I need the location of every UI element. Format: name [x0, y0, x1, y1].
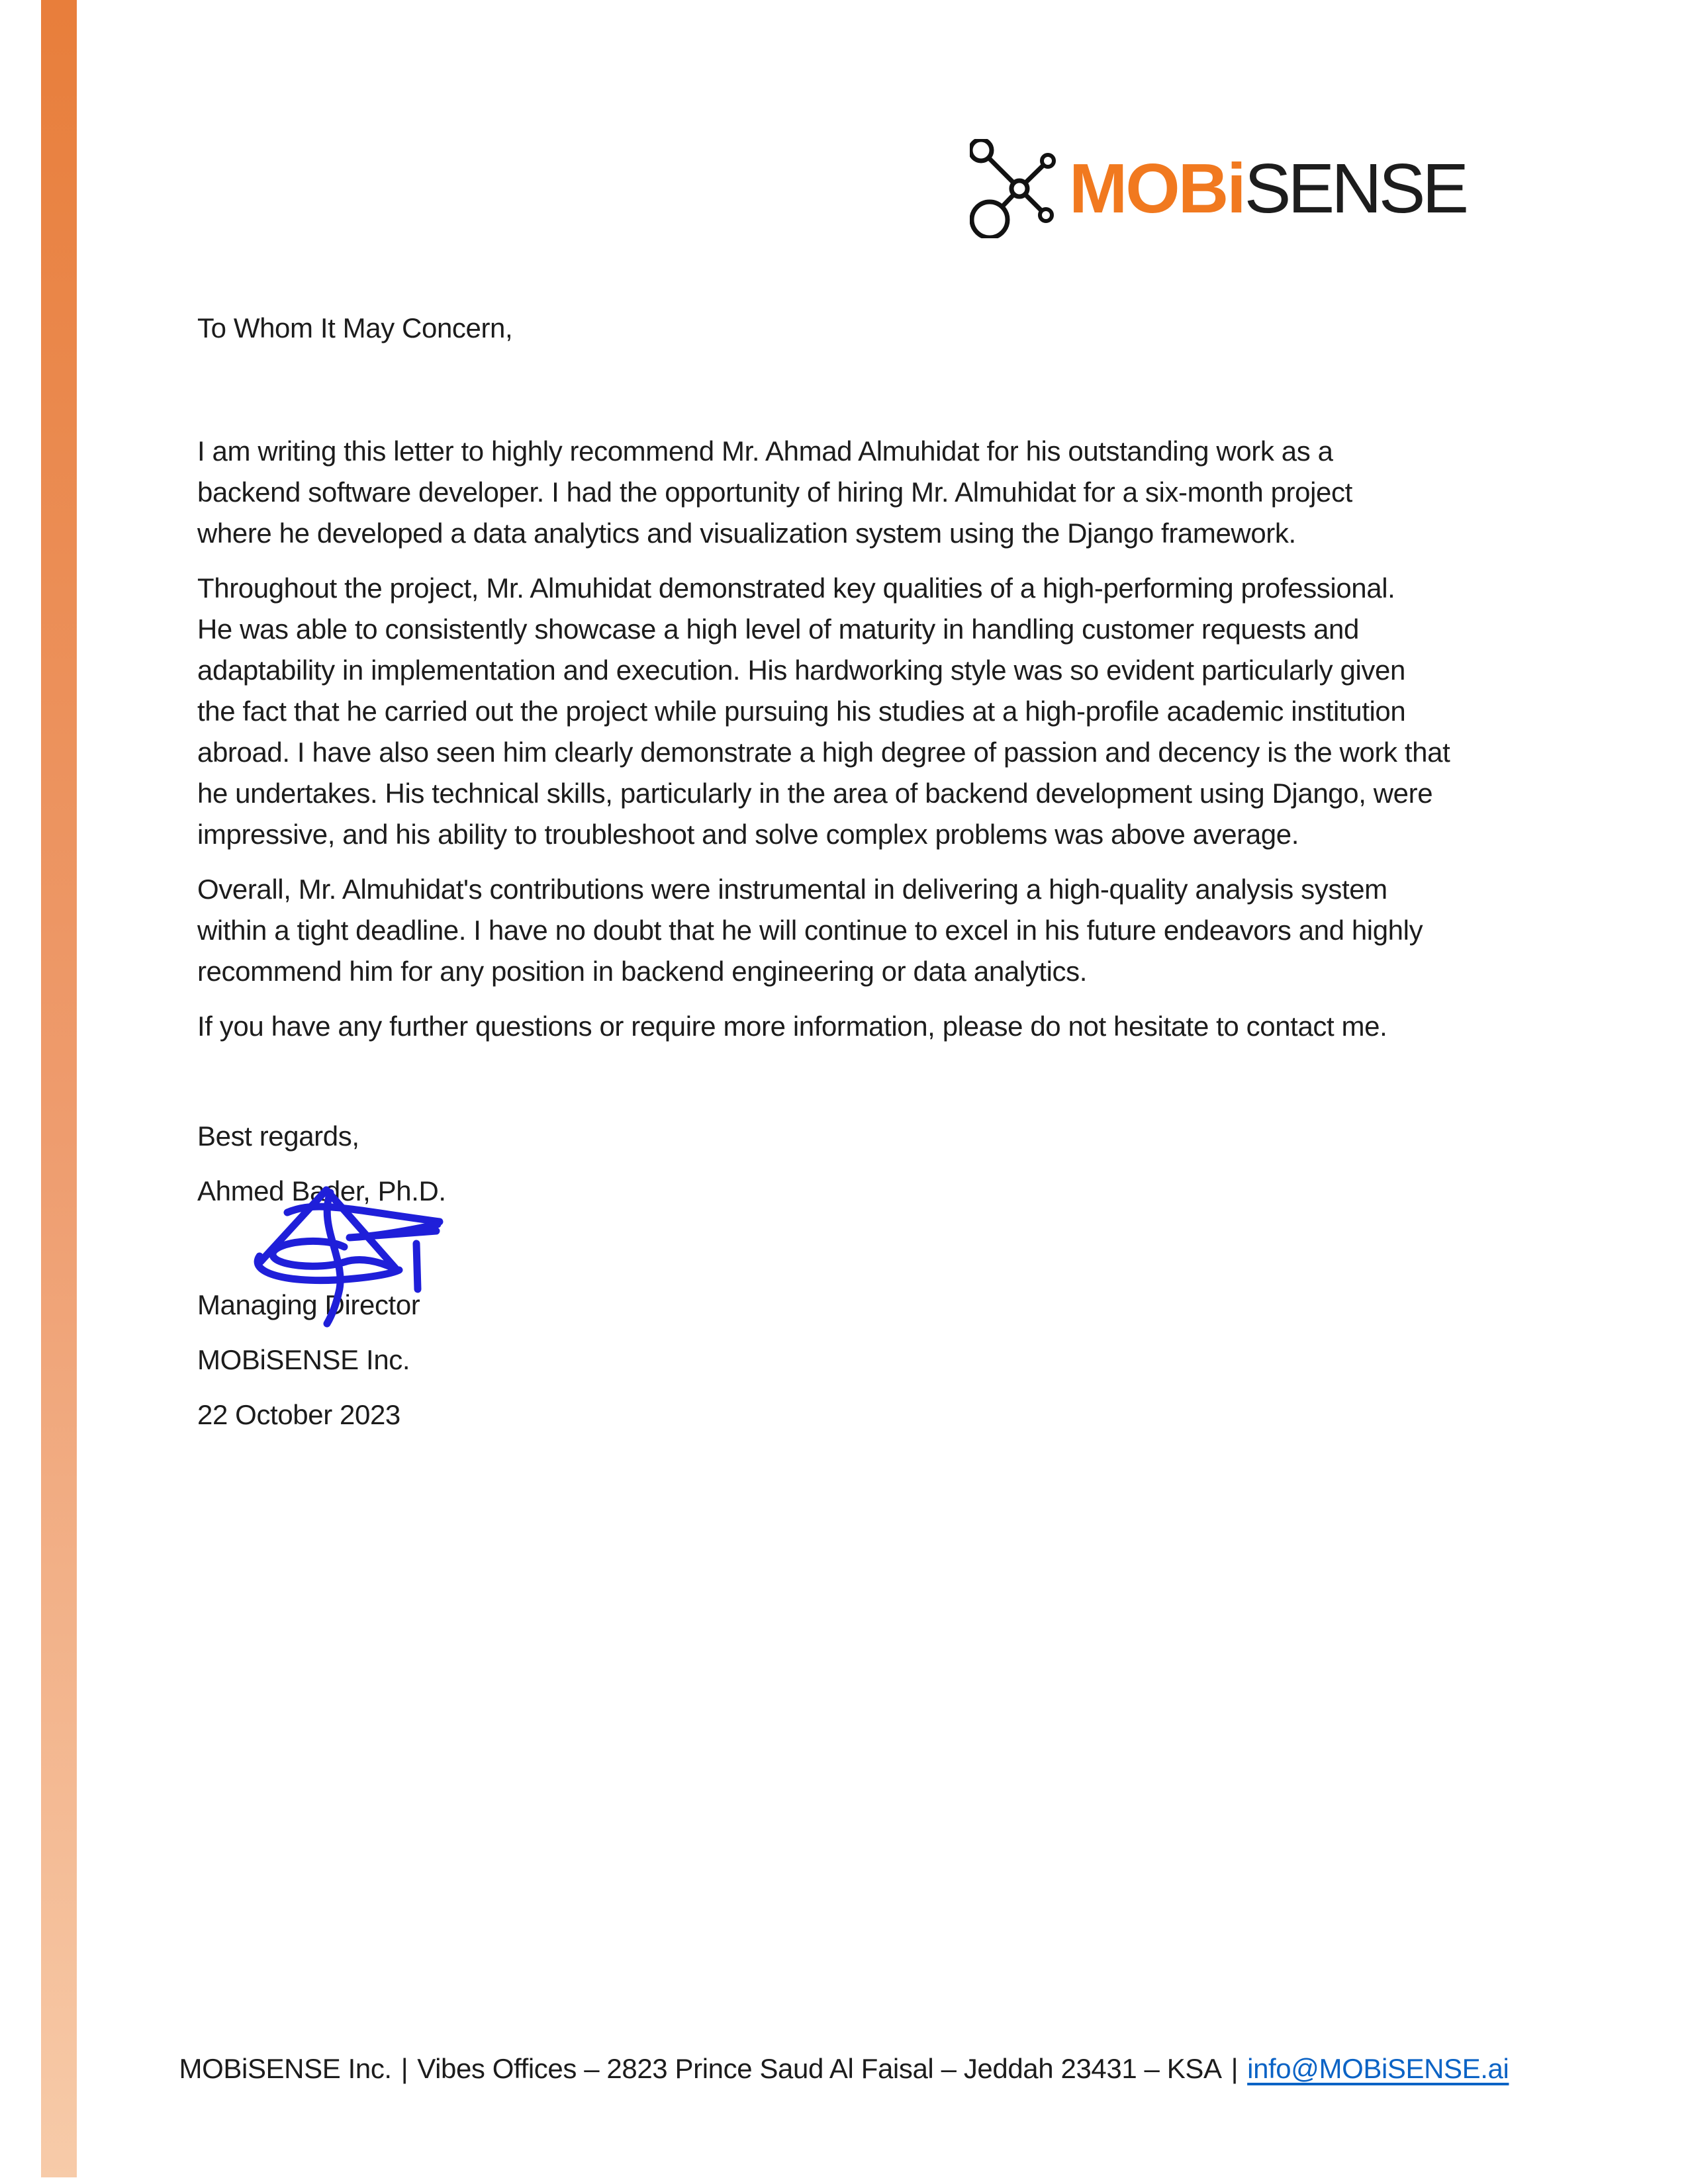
letter-line: He was able to consistently showcase a high level of maturity in handling customer requests and [197, 614, 1359, 645]
logo-wordmark-primary: MOBi [1069, 150, 1244, 228]
letter-salutation: To Whom It May Concern, [197, 312, 513, 343]
accent-gradient-bar [41, 0, 77, 2177]
footer-separator: | [400, 2053, 408, 2084]
letter-paragraph [197, 431, 1505, 554]
company-logo [970, 139, 1466, 238]
letter-line: adaptability in implementation and execution. His hardworking style was so evident particularly given [197, 655, 1405, 686]
network-nodes-icon [970, 139, 1056, 238]
footer [0, 2049, 1688, 2089]
logo-wordmark-secondary: SENSE [1244, 150, 1466, 228]
letter-line: I am writing this letter to highly recommend Mr. Ahmad Almuhidat for his outstanding work as a [197, 435, 1333, 467]
signatory-company: MOBiSENSE Inc. [197, 1344, 410, 1375]
footer-company: MOBiSENSE Inc. [179, 2053, 392, 2084]
letter-line: Throughout the project, Mr. Almuhidat demonstrated key qualities of a high-performing professional. [197, 572, 1395, 604]
letter-line: recommend him for any position in backend engineering or data analytics. [197, 956, 1087, 987]
letter-paragraph [197, 1006, 1505, 1047]
letter-line: abroad. I have also seen him clearly demonstrate a high degree of passion and decency is the work that [197, 737, 1450, 768]
signatory-title: Managing Director [197, 1289, 420, 1320]
letter-line: the fact that he carried out the project while pursuing his studies at a high-profile academic institution [197, 696, 1406, 727]
letter-line: If you have any further questions or require more information, please do not hesitate to contact me. [197, 1011, 1387, 1042]
letter-line: within a tight deadline. I have no doubt that he will continue to excel in his future endeavors and highly [197, 915, 1423, 946]
email-link[interactable]: info@MOBiSENSE.ai [1247, 2053, 1509, 2084]
letter-line: backend software developer. I had the opportunity of hiring Mr. Almuhidat for a six-month project [197, 477, 1352, 508]
logo-wordmark [1069, 139, 1466, 238]
letter-line: he undertakes. His technical skills, particularly in the area of backend development using Django, were [197, 778, 1433, 809]
letter-line: impressive, and his ability to troubleshoot and solve complex problems was above average. [197, 819, 1299, 850]
letter-line: Overall, Mr. Almuhidat's contributions were instrumental in delivering a high-quality analysis system [197, 874, 1387, 905]
letter-paragraph [197, 568, 1505, 855]
letter-line: where he developed a data analytics and visualization system using the Django framework. [197, 518, 1296, 549]
handwritten-signature [244, 1182, 446, 1330]
letter-paragraph [197, 869, 1505, 992]
signatory-name: Ahmed Bader, Ph.D. [197, 1175, 446, 1206]
footer-separator: | [1231, 2053, 1239, 2084]
letter-closing: Best regards, [197, 1120, 359, 1152]
footer-address: Vibes Offices – 2823 Prince Saud Al Faisal – Jeddah 23431 – KSA [417, 2053, 1222, 2084]
letter-date: 22 October 2023 [197, 1399, 400, 1430]
letter-body [197, 431, 1505, 1047]
